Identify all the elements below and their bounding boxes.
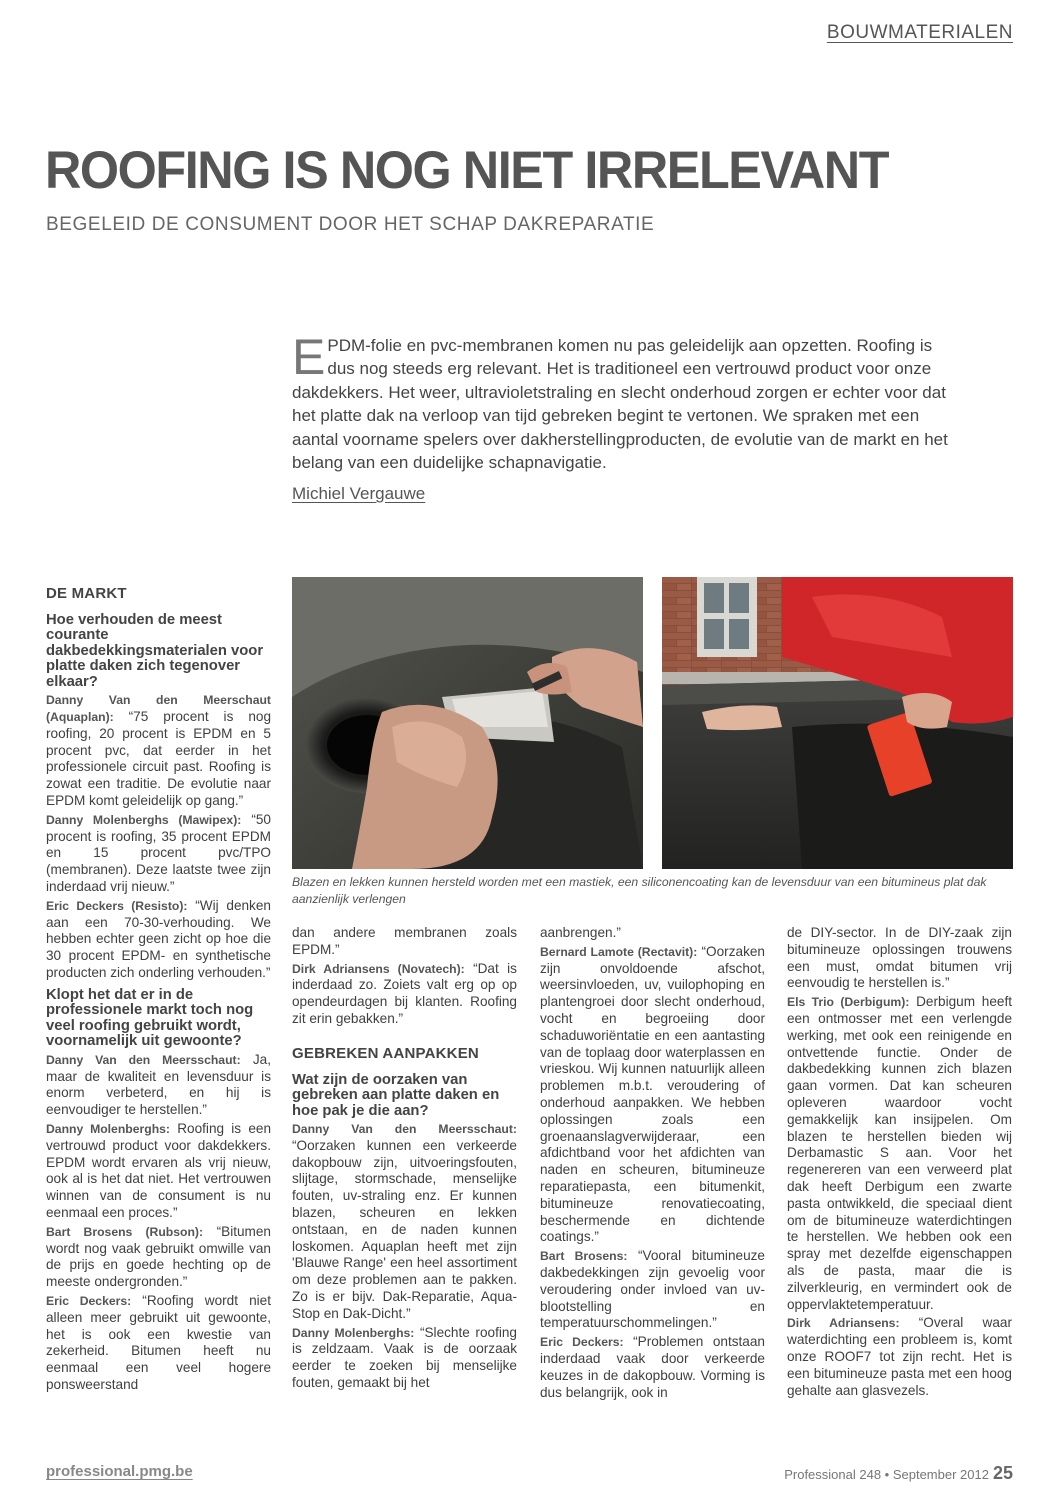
quote-text: “Oorzaken kunnen een verkeerde dakopbouw zijn, uitvoeringsfouten, slijtage, stormschade, menselijke fouten, uv-straling enz. Er kunnen blazen, scheuren en lekken ontstaan, en de naden kunnen loskomen. Aquaplan heeft met zijn 'Blauwe Range' een heel assortiment om deze problemen aan te pakken. Zo is er bijv. Dak-Reparatie, Aqua-Stop en Dak-Dicht.” bbox=[292, 1137, 517, 1321]
quote-text: “Slechte roofing is zeldzaam. Vaak is de oorzaak eerder te zoeken bij menselijke fouten, gemaakt bij het bbox=[292, 1324, 517, 1391]
quote-text: “75 procent is nog roofing, 20 procent is EPDM en 5 procent pvc, dat eerder in het professionele circuit past. Roofing is zowat een traditie. De evolutie naar EPDM komt geleidelijk op gang.” bbox=[46, 709, 271, 809]
speaker: Els Trio (Derbigum): bbox=[787, 995, 910, 1010]
drop-cap: E bbox=[292, 329, 326, 385]
quote-text: “Overal waar waterdichting een probleem is, komt onze ROOF7 tot zijn recht. Het is een bitumineuze pasta met een hoog gehalte aan glasvezels. bbox=[787, 1315, 1012, 1398]
author-byline[interactable]: Michiel Vergauwe bbox=[292, 484, 426, 503]
speaker: Danny Van den Meerschaut (Aquaplan): bbox=[46, 693, 271, 725]
quote-text: “Vooral bitumineuze dakbedekkingen zijn gevoelig voor veroudering onder invloed van uv-blootstelling en temperatuurschommelingen.” bbox=[540, 1248, 765, 1331]
quote-text: “Problemen ontstaan inderdaad vaak door verkeerde keuzes in de dakopbouw. Vorming is dus belangrijk, ook in bbox=[540, 1334, 765, 1400]
paragraph bbox=[540, 1334, 765, 1401]
quote-text: dan andere membranen zoals EPDM.” bbox=[292, 925, 517, 957]
page-number: 25 bbox=[992, 1463, 1013, 1483]
speaker: Danny Molenberghs: bbox=[292, 1325, 415, 1340]
speaker: Bart Brosens: bbox=[540, 1249, 628, 1264]
speaker: Eric Deckers: bbox=[46, 1294, 132, 1308]
question-3: Wat zijn de oorzaken van gebreken aan platte daken en hoe pak je die aan? bbox=[292, 1071, 500, 1119]
quote-text: “Dat is inderdaad zo. Zoiets valt erg op op opendeurdagen bij klanten. Roofing zit erin gebakken.” bbox=[292, 960, 517, 1026]
speaker: Danny Van den Meersschaut: bbox=[292, 1122, 517, 1137]
column-2 bbox=[292, 925, 517, 1394]
paragraph bbox=[46, 1121, 271, 1222]
column-4 bbox=[787, 925, 1012, 1401]
speaker: Dirk Adriansens (Novatech): bbox=[292, 961, 465, 976]
section-heading-defects: GEBREKEN AANPAKKEN bbox=[292, 1044, 479, 1062]
intro-paragraph bbox=[292, 329, 952, 474]
speaker: Danny Van den Meersschaut: bbox=[46, 1052, 241, 1067]
subheadline: BEGELEID DE CONSUMENT DOOR HET SCHAP DAKREPARATIE bbox=[46, 214, 655, 235]
paragraph bbox=[787, 925, 1012, 992]
speaker: Bart Brosens (Rubson): bbox=[46, 1224, 204, 1239]
paragraph bbox=[292, 1325, 517, 1392]
question-1: Hoe verhouden de meest courante dakbedekkingsmaterialen voor platte daken zich tegenover elkaar? bbox=[46, 611, 264, 690]
quote-text: “Bitumen wordt nog vaak gebruikt omwille van de prijs en goede hechting op de meeste ondergronden.” bbox=[46, 1223, 271, 1290]
quote-text: “Roofing wordt niet alleen meer gebruikt uit gewoonte, het is ook een kwestie van zekerheid. Bitumen heeft nu eenmaal een veel hogere ponsweerstand bbox=[46, 1293, 271, 1392]
photo-mastic-repair bbox=[292, 577, 643, 869]
quote-text: aanbrengen.” bbox=[540, 925, 621, 940]
speaker: Eric Deckers: bbox=[540, 1335, 624, 1350]
quote-text: Ja, maar de kwaliteit en levensduur is enorm verbeterd, en hij is eenvoudiger te herstellen.” bbox=[46, 1051, 271, 1118]
paragraph bbox=[787, 1315, 1012, 1399]
quote-text: Roofing is een vertrouwd product voor dakdekkers. EPDM wordt ervaren als vrij nieuw, ook al is het dat niet. Het vertrouwen winnen van de consument is nu eenmaal een proces.” bbox=[46, 1121, 272, 1221]
speaker: Danny Molenberghs (Mawipex): bbox=[46, 812, 242, 827]
quote-text: “Oorzaken zijn onvoldoende afschot, weersinvloeden, uv, vuilophoping en plantengroei door slecht onderhoud, vocht en begroeiing door schaduworiëntatie en een aantasting van de toplaag door waterplassen en vrieskou. Wij kunnen natuurlijk alleen problemen m.b.t. veroudering of onderhoud aanpakken. We hebben oplossingen zoals een groenaanslagverwijderaar, een afdichtband voor het afdichten van naden en scheuren, bitumineuze reparatiepasta, een bitumenkit, bitumineuze renovatiecoating, beschermende en dichtende coatings.” bbox=[540, 943, 765, 1245]
quote-text: Derbigum heeft een ontmosser met een verlengde werking, met ook een reinigende en ontvettende functie. Onder de dakbedekking kunnen zich blazen gaan vormen. Dat kan scheuren opleveren waardoor vocht gemakkelijk kan insijpelen. Om blazen te herstellen bieden wij Derbamastic S aan. Voor het regenereren van een verweerd plat dak heeft Derbigum een zwarte pasta ontwikkeld, die speciaal dient om de bitumineuze waterdichtingen te herstellen. We hebben ook een spray met dezelfde eigenschappen als de pasta, maar die is zilverkleurig, en vermindert ook de oppervlaktetemperatuur. bbox=[787, 994, 1012, 1312]
section-heading-market: DE MARKT bbox=[46, 585, 127, 602]
quote-text: “Wij denken aan een 70-30-verhouding. We hebben echter geen zicht op hoe die 30 procent EPDM- en synthetische producten zich onderling verhouden.” bbox=[46, 897, 271, 981]
paragraph bbox=[46, 1224, 271, 1291]
paragraph bbox=[46, 812, 271, 896]
photo-caption: Blazen en lekken kunnen hersteld worden met een mastiek, een siliconencoating kan de levensduur van een bitumineus plat dak aanzienlijk verlengen bbox=[292, 875, 987, 906]
intro-text: PDM-folie en pvc-membranen komen nu pas geleidelijk aan opzetten. Roofing is dus nog steeds erg relevant. Het is traditioneel een vertrouwd product voor onze dakdekkers. Het weer, ultravioletstraling en slecht onderhoud zorgen er echter voor dat het platte dak na verloop van tijd gebreken begint te vertonen. We spraken met een aantal voorname spelers over dakherstellingproducten, de evolutie van de markt en het belang van een duidelijke schapnavigatie. bbox=[292, 336, 948, 473]
paragraph bbox=[46, 692, 271, 810]
photo-coating-application bbox=[662, 577, 1013, 869]
paragraph bbox=[540, 1248, 765, 1332]
column-1 bbox=[46, 578, 271, 1396]
column-3 bbox=[540, 925, 765, 1403]
paragraph bbox=[292, 925, 517, 959]
speaker: Danny Molenberghs: bbox=[46, 1122, 170, 1137]
speaker: Eric Deckers (Resisto): bbox=[46, 898, 188, 913]
paragraph bbox=[46, 898, 271, 982]
paragraph bbox=[787, 994, 1012, 1313]
paragraph bbox=[46, 1293, 271, 1394]
quote-text: “50 procent is roofing, 35 procent EPDM en 15 procent pvc/TPO (membranen). Deze laatste twee zijn inderdaad vrij nieuw.” bbox=[46, 811, 271, 895]
section-tag: BOUWMATERIALEN bbox=[826, 22, 1013, 43]
speaker: Bernard Lamote (Rectavit): bbox=[540, 944, 698, 959]
quote-text: de DIY-sector. In de DIY-zaak zijn bitumineuze oplossingen trouwens een must, omdat bitumen vrij eenvoudig te herstellen is.” bbox=[787, 925, 1012, 991]
paragraph bbox=[540, 925, 765, 942]
paragraph bbox=[540, 944, 765, 1246]
paragraph bbox=[292, 1121, 517, 1323]
question-2: Klopt het dat er in de professionele markt toch nog veel roofing gebruikt wordt, voornamelijk uit gewoonte? bbox=[46, 986, 254, 1050]
speaker: Dirk Adriansens: bbox=[787, 1316, 900, 1331]
footer-issue-info bbox=[784, 1463, 1013, 1484]
issue-label: Professional 248 • September 2012 bbox=[784, 1467, 989, 1482]
headline: ROOFING IS NOG NIET IRRELEVANT bbox=[45, 141, 889, 200]
footer-website-link[interactable]: professional.pmg.be bbox=[46, 1463, 193, 1480]
paragraph bbox=[46, 1052, 271, 1119]
paragraph bbox=[292, 961, 517, 1028]
